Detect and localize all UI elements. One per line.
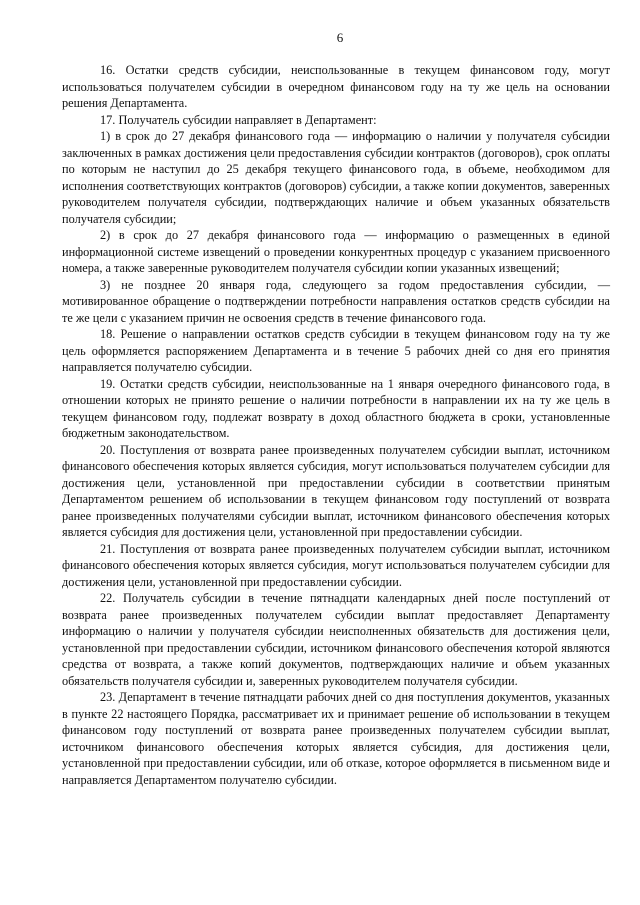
paragraph-20: 20. Поступления от возврата ранее произведенных получателем субсидии выплат, источником финансового обеспечения которых является субсидия, могут использоваться получателем субсидии для достижения цели, установленной при предоставлении субсидии в соответствии принятым Департаментом решением об использовании в текущем финансовом году поступлений от возврата ранее произведенных получателями субсидии выплат, источником финансового обеспечения которых является субсидия для достижения цели, установленной при предоставлении субсидии. [62, 442, 610, 539]
paragraph-16: 16. Остатки средств субсидии, неиспользованные в текущем финансовом году, могут использоваться получателем субсидии в очередном финансовом году на ту же цель на основании решения Департамента. [62, 63, 610, 110]
paragraph-17-item-3: 3) не позднее 20 января года, следующего за годом предоставления субсидии, — мотивированное обращение о подтверждении потребности направления остатков средств субсидии на те же цели с указанием причин не освоения средств в течение финансового года. [62, 277, 610, 325]
paragraph-21: 21. Поступления от возврата ранее произведенных получателем субсидии выплат, источником финансового обеспечения которых является субсидия, могут использоваться получателем субсидии для достижения цели, установленной при предоставлении субсидии. [62, 541, 610, 589]
paragraph-17-item-1: 1) в срок до 27 декабря финансового года — информацию о наличии у получателя субсидии заключенных в рамках достижения цели предоставления субсидии контрактов (договоров), срок оплаты по которым не наступил до 25 декабря текущего финансового года, в объеме, необходимом для исполнения соответствующих контрактов (договоров) субсидии, а также копии документов, заверенных руководителем получателя субсидии, подтверждающих наличие и объем указанных обязательств получателя субсидии; [62, 129, 610, 226]
page-number: 6 [336, 30, 344, 45]
paragraph-22: 22. Получатель субсидии в течение пятнадцати календарных дней после поступлений от возврата ранее произведенных получателем субсидии выплат предоставляет Департаменту информацию о наличии у получателя субсидии неисполненных обязательств для достижения цели, установленной при предоставлении субсидии, источником финансового обеспечения которой являются средства от возврата, а также копий документов, подтверждающих наличие и объем указанных обязательств получателя субсидии и, заверенных руководителем получателя субсидии. [62, 591, 610, 688]
paragraph-18: 18. Решение о направлении остатков средств субсидии в текущем финансовом году на ту же цель оформляется распоряжением Департамента и в течение 5 рабочих дней со дня его принятия направляется получателю субсидии. [62, 327, 610, 374]
paragraph-17: 17. Получатель субсидии направляет в Департамент: [100, 112, 377, 127]
document-body [62, 62, 610, 788]
paragraph-17-item-2: 2) в срок до 27 декабря финансового года — информацию о размещенных в единой информационной системе извещений о проведении конкурентных процедур с указанием присвоенного номера, а также заверенные руководителем получателя субсидии копии указанных извещений; [62, 228, 610, 275]
paragraph-19: 19. Остатки средств субсидии, неиспользованные на 1 января очередного финансового года, в отношении которых не принято решение о наличии потребности в направлении их на ту же цель в текущем финансовом году, подлежат возврату в доход областного бюджета в сроки, установленные бюджетным законодательством. [62, 376, 610, 440]
paragraph-23: 23. Департамент в течение пятнадцати рабочих дней со дня поступления документов, указанных в пункте 22 настоящего Порядка, рассматривает их и принимает решение об использовании в текущем финансовом году поступлений от возврата ранее произведенных получателем субсидии выплат, источником финансового обеспечения которых является субсидия, для достижения цели, установленной при предоставлении субсидии, или об отказе, которое оформляется в письменном виде и направляется Департаментом получателю субсидии. [62, 690, 610, 787]
